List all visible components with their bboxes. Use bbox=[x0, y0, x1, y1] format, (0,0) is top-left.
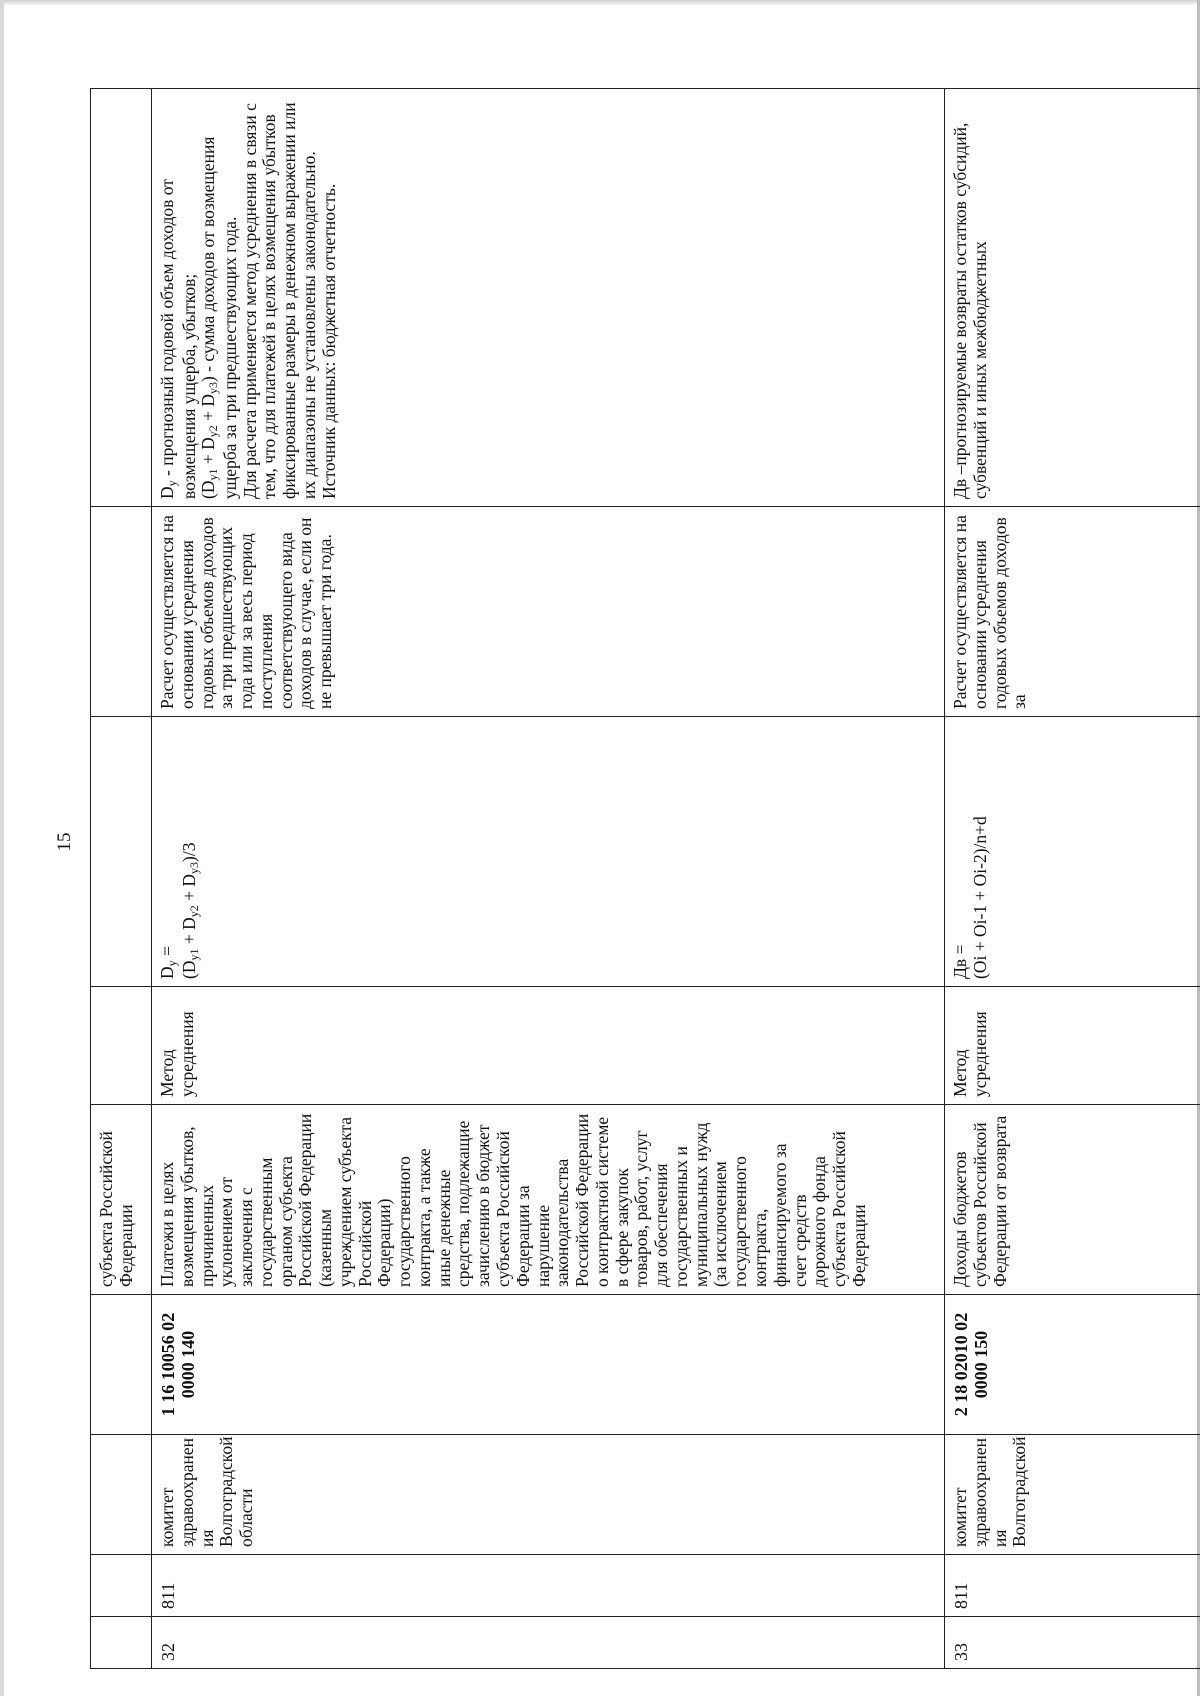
formula bbox=[152, 717, 945, 987]
admin-code: 811 bbox=[945, 1555, 1200, 1617]
cell-empty bbox=[91, 1295, 152, 1435]
admin-name: комитет здравоохранен ия Волгоградской области bbox=[152, 1435, 945, 1555]
method-notes bbox=[152, 89, 945, 507]
note-3: Для расчета применяется метод усреднения в связи с тем, что для платежей в целях возмещения убытков фиксированные размеры в денежном выражении или их диапазоны не установлены законодательно. bbox=[239, 102, 319, 499]
table-row bbox=[945, 89, 1200, 1669]
rotated-table-container bbox=[90, 89, 1200, 1669]
income-name: Платежи в целях возмещения убытков, причиненных уклонением от заключения с государственным органом субъекта Российской Федерации (казенным учреждением субъекта Российской Федерации) государственного контракта, а также иные денежные средства, подлежащие зачислению в бюджет субъекта Российской Федерации за нарушение законодательства Российской Федерации о контрактной системе в сфере закупок товаров, работ, услуг для обеспечения государственных и муниципальных нужд (за исключением государственного контракта, финансируемого за счет средств дорожного фонда субъекта Российской Федерации bbox=[152, 1105, 945, 1295]
note-4: Источник данных: бюджетная отчетность. bbox=[318, 183, 339, 499]
formula-line-2: (Oi + Oi-1 + Oi-2)/n+d bbox=[969, 816, 990, 979]
note-1: $D_y$ - прогнозный годовой объем доходов от возмещения ущерба, убытков; bbox=[157, 179, 199, 499]
cell-empty bbox=[91, 987, 152, 1105]
row-number: 33 bbox=[945, 1617, 1200, 1669]
revenue-forecast-table bbox=[90, 88, 1200, 1669]
method-description: Расчет осуществляется на основании усреднения годовых объемов доходов за bbox=[945, 507, 1200, 717]
row-number: 32 bbox=[152, 1617, 945, 1669]
cell-empty bbox=[91, 1435, 152, 1555]
cell-empty bbox=[91, 89, 152, 507]
method-notes: Дв –прогнозируемые возвраты остатков субсидий, субвенций и иных межбюджетных bbox=[945, 89, 1200, 507]
cell-empty bbox=[91, 1617, 152, 1669]
kbk-code: 2 18 02010 02 0000 150 bbox=[945, 1295, 1200, 1435]
cell-empty bbox=[91, 1555, 152, 1617]
income-name: Доходы бюджетов субъектов Российской Федерации от возврата bbox=[945, 1105, 1200, 1295]
table-row bbox=[152, 89, 945, 1669]
method-description: Расчет осуществляется на основании усреднения годовых объемов доходов за три предшествующих года или за весь период поступления соответствующего вида доходов в случае, если он не превышает три года. bbox=[152, 507, 945, 717]
formula bbox=[945, 717, 1200, 987]
kbk-code: 1 16 10056 02 0000 140 bbox=[152, 1295, 945, 1435]
scan-edge-top bbox=[0, 0, 1200, 6]
forecast-method: Метод усреднения bbox=[152, 987, 945, 1105]
cell-empty bbox=[91, 717, 152, 987]
formula-line-1: $D_y$ = bbox=[157, 946, 179, 979]
note-2: $(D_{y1} + D_{y2} + D_{y3})$ - сумма доходов от возмещения ущерба за три предшествующих года. bbox=[198, 136, 240, 499]
formula-line-1: Дв = bbox=[950, 944, 970, 979]
formula-line-2: $(D_{y1} + D_{y2} + D_{y3})/3$ bbox=[178, 842, 201, 979]
scan-edge-left bbox=[0, 0, 4, 1696]
cell-empty bbox=[91, 507, 152, 717]
admin-name: комитет здравоохранен ия Волгоградской bbox=[945, 1435, 1200, 1555]
admin-code: 811 bbox=[152, 1555, 945, 1617]
table-row-continuation bbox=[91, 89, 152, 1669]
cell-income-name-continued: субъекта Российской Федерации bbox=[91, 1105, 152, 1295]
page-number: 15 bbox=[54, 832, 75, 852]
forecast-method: Метод усреднения bbox=[945, 987, 1200, 1105]
